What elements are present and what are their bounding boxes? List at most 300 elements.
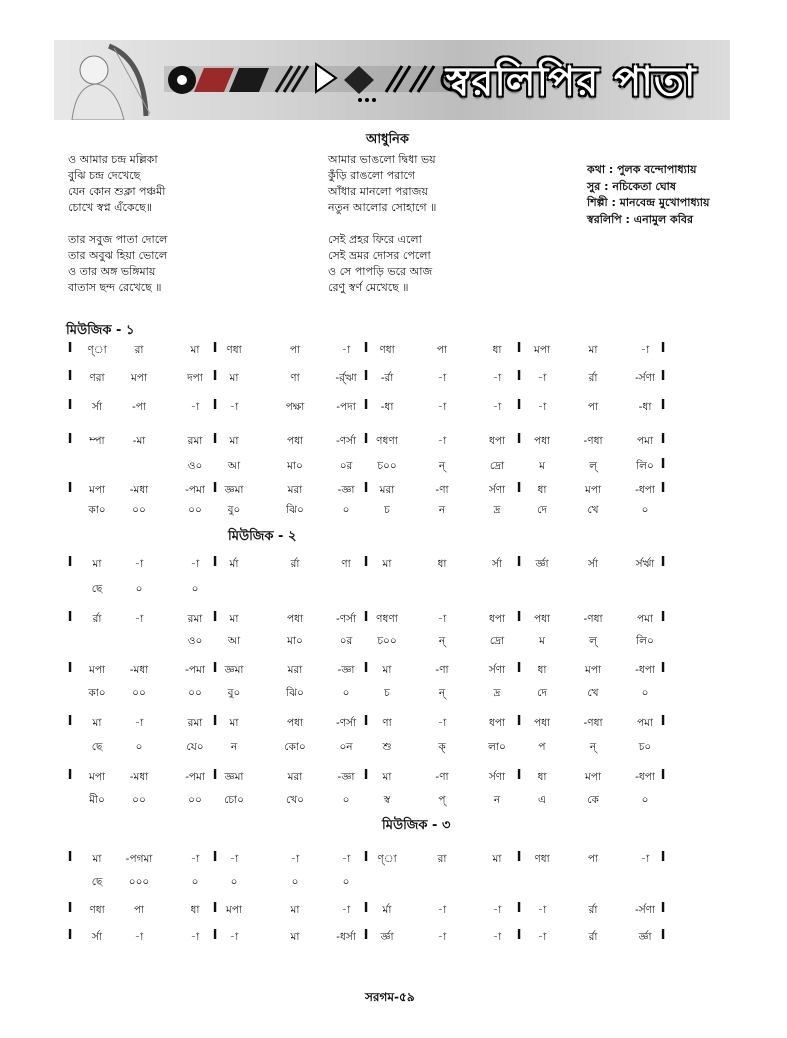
note-cell: -া xyxy=(229,853,239,865)
note-cell: মা xyxy=(382,664,392,676)
bar-line: I xyxy=(516,341,522,356)
note-cell: ণা xyxy=(341,558,351,570)
note-cell: ০ xyxy=(191,583,199,595)
note-cell: চ xyxy=(384,504,390,516)
note-cell: পমা xyxy=(636,435,654,447)
note-cell: ০০ xyxy=(188,504,202,516)
note-cell: ন xyxy=(493,794,501,806)
note-cell: র্মা xyxy=(382,904,392,916)
note-cell: ছে xyxy=(91,741,103,753)
note-cell: মপা xyxy=(225,904,243,916)
note-cell: র্জ্ঞা xyxy=(638,931,652,943)
bar-line: I xyxy=(660,901,666,916)
note-cell: ধপা xyxy=(488,613,506,625)
note-cell: -জ্ঞা xyxy=(337,484,355,496)
note-cell: -া xyxy=(537,372,547,384)
bar-line: I xyxy=(67,369,73,384)
note-cell: পা xyxy=(133,904,145,916)
note-cell: -া xyxy=(134,558,144,570)
note-cell: -মধা xyxy=(129,664,149,676)
note-cell: ধা xyxy=(437,558,447,570)
note-cell: মা xyxy=(92,717,102,729)
section-title-music-3: মিউজিক - ৩ xyxy=(382,818,451,833)
notation-line xyxy=(0,850,787,870)
bar-line: I xyxy=(67,928,73,943)
bar-line: I xyxy=(212,850,218,865)
lyric-line xyxy=(68,216,167,232)
note-cell: -া xyxy=(492,372,502,384)
bar-line: I xyxy=(67,901,73,916)
bar-line: I xyxy=(660,369,666,384)
bar-line: I xyxy=(212,768,218,783)
note-cell: প্ xyxy=(438,794,446,806)
note-cell: খে xyxy=(587,687,599,699)
note-cell: -া xyxy=(190,931,200,943)
note-cell: রমা xyxy=(187,613,203,625)
note-cell: মপা xyxy=(533,344,551,356)
bar-line: I xyxy=(516,661,522,676)
bar-line: I xyxy=(516,369,522,384)
note-cell: -া xyxy=(341,853,351,865)
bar-line: I xyxy=(212,432,218,447)
singer: শিল্পী : মানবেন্দ্র মুখোপাধ্যায় xyxy=(587,196,710,209)
note-cell: যে০ xyxy=(186,741,204,753)
lyric-line: কুঁড়ি রাঙলো পরাগে xyxy=(328,169,416,182)
note-cell: ও০ xyxy=(187,635,203,647)
note-cell: র্সা xyxy=(92,401,102,413)
lyric-line: ও তার অঙ্গ ভঙ্গিমায় xyxy=(68,265,156,278)
note-cell: ধা xyxy=(537,484,547,496)
note-cell: জ্ঞমা xyxy=(224,664,244,676)
bar-line: I xyxy=(363,768,369,783)
bar-line: I xyxy=(67,432,73,447)
note-cell: -ণা xyxy=(435,664,449,676)
notation-line xyxy=(0,738,787,758)
note-cell: ন্ xyxy=(438,687,446,699)
notation-line xyxy=(0,661,787,681)
note-cell: ণধা xyxy=(89,904,105,916)
note-cell: দপা xyxy=(187,372,203,384)
note-cell: -া xyxy=(437,717,447,729)
note-cell: -র্রা xyxy=(380,372,394,384)
note-cell: চো০ xyxy=(224,794,244,806)
note-cell: খে০ xyxy=(286,794,304,806)
note-cell: -া xyxy=(190,558,200,570)
note-cell: -া xyxy=(640,853,650,865)
note-cell: মা xyxy=(92,558,102,570)
note-cell: ০০ xyxy=(132,687,146,699)
note-cell: ম্পা xyxy=(89,435,105,447)
singer-illustration xyxy=(54,40,164,120)
note-cell: -ধর্সা xyxy=(336,931,356,943)
credits xyxy=(587,162,709,228)
note-cell: কা০ xyxy=(88,504,106,516)
note-cell: পধা xyxy=(533,717,551,729)
note-cell: -া xyxy=(134,931,144,943)
bar-line: I xyxy=(516,850,522,865)
note-cell: ম xyxy=(539,460,545,472)
note-cell: -পদা xyxy=(336,401,356,413)
notation-line xyxy=(0,873,787,893)
bar-line: I xyxy=(67,555,73,570)
note-cell: -ধপা xyxy=(635,771,655,783)
note-cell: ণা xyxy=(382,717,392,729)
note-cell: -া xyxy=(437,904,447,916)
banner-title: স্বরলিপির পাতা xyxy=(446,59,697,105)
note-cell: চ০ xyxy=(638,741,652,753)
note-cell: -পমা xyxy=(185,484,205,496)
note-cell: ০ xyxy=(342,794,350,806)
note-cell: ণধা xyxy=(226,344,242,356)
note-cell: ণ্া xyxy=(377,853,397,865)
note-cell: ন্ xyxy=(589,741,597,753)
note-cell: ক্ xyxy=(438,741,446,753)
note-cell: মী০ xyxy=(89,794,105,806)
bar-line: I xyxy=(212,610,218,625)
note-cell: র্রা xyxy=(290,558,300,570)
note-cell: ০র xyxy=(339,460,353,472)
note-cell: মা xyxy=(229,613,239,625)
note-cell: ধা xyxy=(537,771,547,783)
note-cell: -া xyxy=(229,931,239,943)
bar-line: I xyxy=(363,714,369,729)
note-cell: মা xyxy=(588,344,598,356)
lyricist: কথা : পুলক বন্দোপাধ্যায় xyxy=(587,163,697,176)
note-cell: র্সা xyxy=(492,558,502,570)
note-cell: পমা xyxy=(636,717,654,729)
note-cell: র্সর্ঋা xyxy=(635,558,655,570)
note-cell: -ণধা xyxy=(583,435,603,447)
lyric-line: তার অবুঝ হিয়া ভোলে xyxy=(68,249,168,262)
section-title-music-1: মিউজিক - ১ xyxy=(66,323,135,338)
bar-line: I xyxy=(516,901,522,916)
note-cell: ০ xyxy=(191,876,199,888)
note-cell: -ণধা xyxy=(583,613,603,625)
bar-line: I xyxy=(212,661,218,676)
notation-line xyxy=(0,501,787,521)
note-cell: কো০ xyxy=(284,741,306,753)
notation-line xyxy=(0,555,787,575)
bar-line: I xyxy=(212,714,218,729)
lyric-line: যেন কোন শুক্লা পঞ্চমী xyxy=(68,185,166,198)
note-cell: ণ্া xyxy=(87,344,107,356)
lyric-line: রেণু স্বর্ণ মেখেছে ॥ xyxy=(328,281,409,294)
note-cell: ০ xyxy=(135,583,143,595)
lyric-line: ও সে পাপড়ি ভরে আজ xyxy=(328,265,433,278)
note-cell: ০ xyxy=(230,876,238,888)
note-cell: ০র xyxy=(339,635,353,647)
note-cell: মরা xyxy=(379,484,395,496)
note-cell: র্সা xyxy=(92,931,102,943)
notation-line xyxy=(0,369,787,389)
page-number: সরগম-৫৯ xyxy=(365,990,415,1004)
note-cell: -া xyxy=(537,931,547,943)
bar-line: I xyxy=(67,398,73,413)
note-cell: চ০০ xyxy=(377,635,397,647)
lyrics-column-1 xyxy=(68,152,167,296)
notation-line xyxy=(0,791,787,811)
note-cell: -া xyxy=(190,401,200,413)
note-cell: প xyxy=(538,741,546,753)
bar-line: I xyxy=(516,398,522,413)
bar-line: I xyxy=(516,768,522,783)
bar-line: I xyxy=(660,928,666,943)
note-cell: বু০ xyxy=(227,504,241,516)
note-cell: র্সা xyxy=(588,558,598,570)
note-cell: পা xyxy=(587,853,599,865)
note-cell: -া xyxy=(640,344,650,356)
notation-line xyxy=(0,768,787,788)
notation-line xyxy=(0,398,787,418)
note-cell: -া xyxy=(492,401,502,413)
note-cell: ও০ xyxy=(187,460,203,472)
note-cell: ০ xyxy=(291,876,299,888)
note-cell: -ণা xyxy=(435,771,449,783)
note-cell: -মধা xyxy=(129,484,149,496)
note-cell: র্জ্ঞা xyxy=(380,931,394,943)
note-cell: রমা xyxy=(187,435,203,447)
note-cell: মপা xyxy=(584,664,602,676)
note-cell: পক্ষা xyxy=(285,401,305,413)
note-cell: দে xyxy=(537,504,547,516)
note-cell: দ্রো xyxy=(489,460,505,472)
note-cell: জ্ঞমা xyxy=(224,484,244,496)
note-cell: পা xyxy=(436,344,448,356)
bar-line: I xyxy=(67,661,73,676)
bar-line: I xyxy=(516,481,522,496)
note-cell: পা xyxy=(289,344,301,356)
notation-line xyxy=(0,928,787,948)
bar-line: I xyxy=(363,398,369,413)
note-cell: আ xyxy=(227,460,241,472)
note-cell: -া xyxy=(537,401,547,413)
note-cell: ন্ xyxy=(438,635,446,647)
lyric-line: বাতাস ছন্দ রেখেছে ॥ xyxy=(68,281,162,294)
notation-line xyxy=(0,457,787,477)
bar-line: I xyxy=(660,457,666,472)
bar-line: I xyxy=(212,555,218,570)
bar-line: I xyxy=(212,398,218,413)
bar-line: I xyxy=(67,714,73,729)
bar-line: I xyxy=(363,850,369,865)
note-cell: ঝি০ xyxy=(286,687,304,699)
note-cell: ণধা xyxy=(379,344,395,356)
note-cell: -পমা xyxy=(185,771,205,783)
note-cell: ঝি০ xyxy=(286,504,304,516)
note-cell: -ধপা xyxy=(635,664,655,676)
note-cell: -জ্ঞা xyxy=(337,664,355,676)
note-cell: -া xyxy=(190,853,200,865)
bar-line: I xyxy=(660,555,666,570)
note-cell: পধা xyxy=(286,613,304,625)
note-cell: জ্ঞমা xyxy=(224,771,244,783)
notation-line xyxy=(0,684,787,704)
note-cell: মপা xyxy=(88,484,106,496)
bar-line: I xyxy=(67,768,73,783)
note-cell: -া xyxy=(134,613,144,625)
note-cell: -া xyxy=(537,904,547,916)
note-cell: ০ xyxy=(641,794,649,806)
note-cell: ণা xyxy=(290,372,300,384)
note-cell: ০০ xyxy=(132,794,146,806)
note-cell: ০ xyxy=(342,687,350,699)
note-cell: ০০ xyxy=(188,687,202,699)
note-cell: ল্ xyxy=(589,460,597,472)
note-cell: লা০ xyxy=(488,741,506,753)
bar-line: I xyxy=(660,661,666,676)
note-cell: -া xyxy=(437,401,447,413)
bar-line: I xyxy=(363,432,369,447)
note-cell: -া xyxy=(290,853,300,865)
notation-line xyxy=(0,481,787,501)
note-cell: র্রা xyxy=(588,904,598,916)
note-cell: ০ xyxy=(342,504,350,516)
bar-line: I xyxy=(212,341,218,356)
note-cell: ধা xyxy=(492,344,502,356)
note-cell: -পগমা xyxy=(125,853,153,865)
bar-line: I xyxy=(516,714,522,729)
note-cell: কে xyxy=(587,794,599,806)
note-cell: দ্র xyxy=(493,687,501,699)
bar-line: I xyxy=(660,714,666,729)
note-cell: ০ন xyxy=(339,741,353,753)
note-cell: মা xyxy=(382,558,392,570)
note-cell: -া xyxy=(437,372,447,384)
note-cell: ন xyxy=(230,741,238,753)
note-cell: মা xyxy=(382,771,392,783)
note-cell: মা xyxy=(92,853,102,865)
note-cell: পধা xyxy=(286,435,304,447)
note-cell: -ণর্সা xyxy=(335,613,357,625)
note-cell: মরা xyxy=(287,771,303,783)
note-cell: র্মা xyxy=(229,558,239,570)
bar-line: I xyxy=(363,901,369,916)
note-cell: র্সণা xyxy=(488,484,506,496)
bar-line: I xyxy=(67,850,73,865)
note-cell: -ণধা xyxy=(583,717,603,729)
note-cell: মা xyxy=(229,717,239,729)
notation-writer: স্বরলিপি : এনামুল কবির xyxy=(587,212,694,226)
note-cell: চ xyxy=(384,687,390,699)
note-cell: -া xyxy=(492,904,502,916)
note-cell: দ্র xyxy=(493,504,501,516)
note-cell: দে xyxy=(537,687,547,699)
note-cell: আ xyxy=(227,635,241,647)
note-cell: র্রা xyxy=(588,931,598,943)
bar-line: I xyxy=(67,341,73,356)
bar-line: I xyxy=(363,610,369,625)
note-cell: -া xyxy=(341,904,351,916)
bar-line: I xyxy=(363,928,369,943)
bar-line: I xyxy=(660,432,666,447)
bar-line: I xyxy=(660,398,666,413)
bar-line: I xyxy=(67,610,73,625)
note-cell: মা০ xyxy=(287,460,303,472)
note-cell: চ০০ xyxy=(377,460,397,472)
notation-line xyxy=(0,580,787,600)
note-cell: রমা xyxy=(187,717,203,729)
note-cell: ধপা xyxy=(488,717,506,729)
note-cell: মপা xyxy=(584,771,602,783)
note-cell: ০ xyxy=(342,876,350,888)
note-cell: ন্ xyxy=(438,460,446,472)
bar-line: I xyxy=(212,481,218,496)
note-cell: মা xyxy=(290,931,300,943)
note-cell: মা০ xyxy=(287,635,303,647)
notation-line xyxy=(0,714,787,734)
composer: সুর : নচিকেতা ঘোষ xyxy=(587,179,676,193)
note-cell: মরা xyxy=(287,664,303,676)
lyric-line: সেই ভ্রমর দোসর পেলো xyxy=(328,249,431,262)
note-cell: -া xyxy=(134,717,144,729)
note-cell: ০ xyxy=(135,741,143,753)
bar-line: I xyxy=(363,661,369,676)
note-cell: ছে xyxy=(91,876,103,888)
note-cell: -া xyxy=(229,401,239,413)
note-cell: -ণর্সা xyxy=(335,435,357,447)
note-cell: -ধা xyxy=(380,401,394,413)
note-cell: মা xyxy=(229,435,239,447)
note-cell: দ্রো xyxy=(489,635,505,647)
note-cell: ণধা xyxy=(534,853,550,865)
note-cell: ০০ xyxy=(188,794,202,806)
bar-line: I xyxy=(67,481,73,496)
lyric-line: আমার ভাঙলো দ্বিধা ভয় xyxy=(328,153,436,166)
bar-line: I xyxy=(363,555,369,570)
note-cell: রা xyxy=(437,853,447,865)
note-cell: ল্ xyxy=(589,635,597,647)
lyric-line: তার সবুজ পাতা দোলে xyxy=(68,233,168,246)
note-cell: মা xyxy=(290,904,300,916)
note-cell: মপা xyxy=(584,484,602,496)
lyric-line: আঁধার মানলো পরাজয় xyxy=(328,185,428,198)
note-cell: কা০ xyxy=(88,687,106,699)
note-cell: পধা xyxy=(286,717,304,729)
note-cell: -া xyxy=(492,931,502,943)
note-cell: র্সণা xyxy=(488,664,506,676)
bar-line: I xyxy=(212,369,218,384)
bar-line: I xyxy=(516,610,522,625)
notation-line xyxy=(0,341,787,361)
bar-line: I xyxy=(660,850,666,865)
header-banner xyxy=(54,40,730,120)
bar-line: I xyxy=(660,610,666,625)
notation-line xyxy=(0,632,787,652)
note-cell: পা xyxy=(587,401,599,413)
bar-line: I xyxy=(660,481,666,496)
note-cell: -জ্ঞা xyxy=(337,771,355,783)
note-cell: মপা xyxy=(88,771,106,783)
note-cell: খে xyxy=(587,504,599,516)
note-cell: -র্র্ঋা xyxy=(335,372,357,384)
section-title-music-2: মিউজিক - ২ xyxy=(228,529,297,544)
note-cell: শু xyxy=(382,741,392,753)
note-cell: -ণর্সা xyxy=(335,717,357,729)
note-cell: মপা xyxy=(130,372,148,384)
note-cell: ধা xyxy=(537,664,547,676)
notation-line xyxy=(0,901,787,921)
note-cell: পমা xyxy=(636,613,654,625)
note-cell: -র্সণা xyxy=(634,372,656,384)
note-cell: মা xyxy=(190,344,200,356)
note-cell: -ধপা xyxy=(635,484,655,496)
genre-label: আধুনিক xyxy=(366,132,410,147)
note-cell: লি০ xyxy=(636,635,654,647)
bar-line: I xyxy=(363,481,369,496)
note-cell: মা xyxy=(229,372,239,384)
notation-line xyxy=(0,610,787,630)
note-cell: -ণা xyxy=(435,484,449,496)
